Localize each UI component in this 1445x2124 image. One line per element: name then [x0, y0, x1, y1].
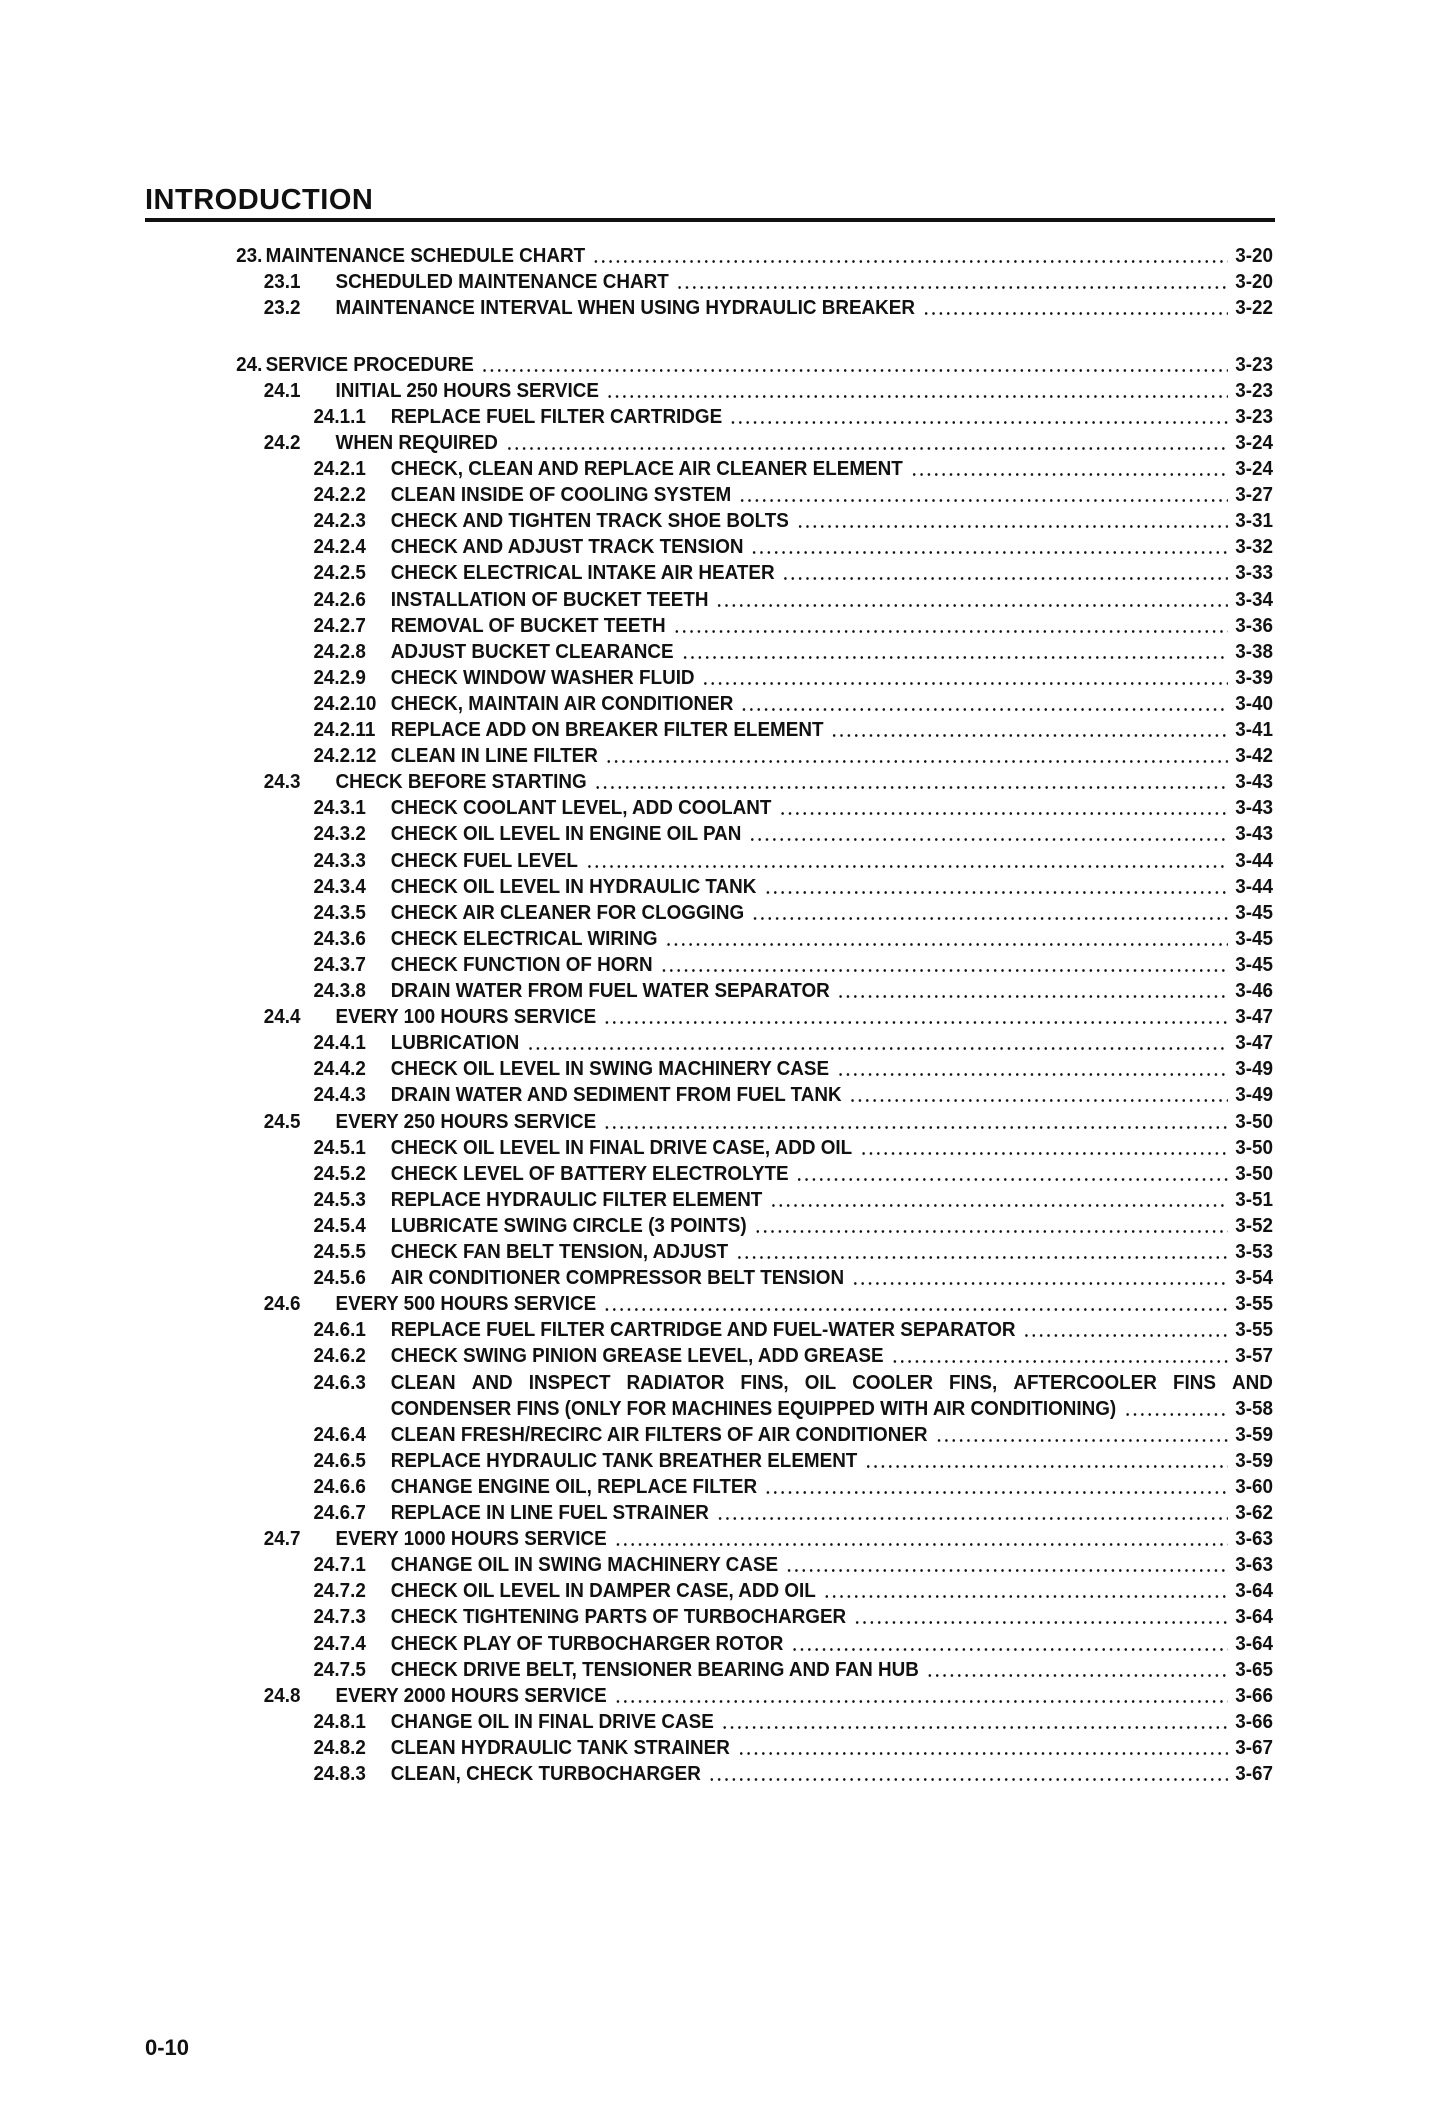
- toc-entry[interactable]: 24.7.2 CHECK OIL LEVEL IN DAMPER CASE, ADD OIL 3-64: [313, 1579, 1273, 1602]
- toc-entry[interactable]: 24.4.2 CHECK OIL LEVEL IN SWING MACHINERY CASE 3-49: [313, 1057, 1273, 1080]
- toc-entry[interactable]: 24.2.2 CLEAN INSIDE OF COOLING SYSTEM 3-27: [313, 483, 1273, 506]
- toc-entry[interactable]: 24.7.1 CHANGE OIL IN SWING MACHINERY CASE 3-63: [313, 1553, 1273, 1576]
- toc-entry[interactable]: 24.7.5 CHECK DRIVE BELT, TENSIONER BEARING AND FAN HUB 3-65: [313, 1658, 1273, 1681]
- toc-entry[interactable]: 24.6.4 CLEAN FRESH/RECIRC AIR FILTERS OF AIR CONDITIONER 3-59: [313, 1423, 1273, 1446]
- toc-entry[interactable]: 24.7.4 CHECK PLAY OF TURBOCHARGER ROTOR 3-64: [313, 1632, 1273, 1655]
- toc-entry[interactable]: 24.6.2 CHECK SWING PINION GREASE LEVEL, ADD GREASE 3-57: [313, 1344, 1273, 1367]
- toc-entry[interactable]: 24.2.8 ADJUST BUCKET CLEARANCE 3-38: [313, 640, 1273, 663]
- page-title: INTRODUCTION: [145, 184, 374, 216]
- toc-entry[interactable]: 23. MAINTENANCE SCHEDULE CHART 3-20: [236, 244, 1273, 267]
- toc-entry[interactable]: 24.3.4 CHECK OIL LEVEL IN HYDRAULIC TANK 3-44: [313, 875, 1273, 898]
- page-number: 0-10: [145, 2035, 190, 2060]
- toc-entry-wrapped-first-line[interactable]: 24.6.3 CLEAN AND INSPECT RADIATOR FINS, OIL COOLER FINS, AFTERCOOLER FINS AND: [313, 1371, 1273, 1394]
- toc-entry[interactable]: 24.1 INITIAL 250 HOURS SERVICE 3-23: [263, 379, 1273, 402]
- toc-entry[interactable]: 24.5.1 CHECK OIL LEVEL IN FINAL DRIVE CASE, ADD OIL 3-50: [313, 1136, 1273, 1159]
- toc-entry[interactable]: 24.2.6 INSTALLATION OF BUCKET TEETH 3-34: [313, 588, 1273, 611]
- toc-entry[interactable]: 24.5.4 LUBRICATE SWING CIRCLE (3 POINTS) 3-52: [313, 1214, 1273, 1237]
- toc-entry[interactable]: 24.3 CHECK BEFORE STARTING 3-43: [263, 770, 1273, 793]
- toc-entry[interactable]: 24.8.1 CHANGE OIL IN FINAL DRIVE CASE 3-66: [313, 1710, 1273, 1733]
- toc-entry[interactable]: 24.2.11 REPLACE ADD ON BREAKER FILTER ELEMENT 3-41: [313, 718, 1273, 741]
- toc-entry[interactable]: 24.1.1 REPLACE FUEL FILTER CARTRIDGE 3-23: [313, 405, 1273, 428]
- toc-entry[interactable]: 24.5.5 CHECK FAN BELT TENSION, ADJUST 3-53: [313, 1240, 1273, 1263]
- toc-entry[interactable]: 24.6.7 REPLACE IN LINE FUEL STRAINER 3-62: [313, 1501, 1273, 1524]
- toc-entry[interactable]: 24.6.1 REPLACE FUEL FILTER CARTRIDGE AND FUEL-WATER SEPARATOR 3-55: [313, 1318, 1273, 1341]
- toc-entry[interactable]: 24.3.7 CHECK FUNCTION OF HORN 3-45: [313, 953, 1273, 976]
- toc-entry[interactable]: 24.3.2 CHECK OIL LEVEL IN ENGINE OIL PAN 3-43: [313, 822, 1273, 845]
- toc-entry[interactable]: 24.2.4 CHECK AND ADJUST TRACK TENSION 3-32: [313, 535, 1273, 558]
- toc-entry[interactable]: 24. SERVICE PROCEDURE 3-23: [236, 353, 1273, 376]
- toc-entry[interactable]: 24.7.3 CHECK TIGHTENING PARTS OF TURBOCHARGER 3-64: [313, 1605, 1273, 1628]
- toc-entry[interactable]: 24.5.6 AIR CONDITIONER COMPRESSOR BELT TENSION 3-54: [313, 1266, 1273, 1289]
- toc-entry[interactable]: 24.2.9 CHECK WINDOW WASHER FLUID 3-39: [313, 666, 1273, 689]
- toc-entry[interactable]: 24.4.1 LUBRICATION 3-47: [313, 1031, 1273, 1054]
- toc-entry[interactable]: 24.3.1 CHECK COOLANT LEVEL, ADD COOLANT 3-43: [313, 796, 1273, 819]
- toc-entry[interactable]: 24.2.3 CHECK AND TIGHTEN TRACK SHOE BOLTS 3-31: [313, 509, 1273, 532]
- toc-entry[interactable]: 24.6.6 CHANGE ENGINE OIL, REPLACE FILTER 3-60: [313, 1475, 1273, 1498]
- toc-entry[interactable]: 24.4.3 DRAIN WATER AND SEDIMENT FROM FUEL TANK 3-49: [313, 1083, 1273, 1106]
- toc-entry[interactable]: 24.2.5 CHECK ELECTRICAL INTAKE AIR HEATER 3-33: [313, 561, 1273, 584]
- toc-entry[interactable]: 24.8.2 CLEAN HYDRAULIC TANK STRAINER 3-67: [313, 1736, 1273, 1759]
- toc-entry[interactable]: 24.3.8 DRAIN WATER FROM FUEL WATER SEPARATOR 3-46: [313, 979, 1273, 1002]
- justified-title-line: CLEAN AND INSPECT RADIATOR FINS, OIL COOLER FINS, AFTERCOOLER FINS AND: [390, 1371, 1273, 1394]
- toc-entry[interactable]: 24.2 WHEN REQUIRED 3-24: [263, 431, 1273, 454]
- toc-entry[interactable]: 24.8 EVERY 2000 HOURS SERVICE 3-66: [263, 1684, 1273, 1707]
- toc-entry[interactable]: 24.2.10 CHECK, MAINTAIN AIR CONDITIONER 3-40: [313, 692, 1273, 715]
- toc-entry[interactable]: 24.4 EVERY 100 HOURS SERVICE 3-47: [263, 1005, 1273, 1028]
- toc-entry[interactable]: 23.1 SCHEDULED MAINTENANCE CHART 3-20: [263, 270, 1273, 293]
- toc-entry[interactable]: 24.6 EVERY 500 HOURS SERVICE 3-55: [263, 1292, 1273, 1315]
- toc-entry[interactable]: 23.2 MAINTENANCE INTERVAL WHEN USING HYDRAULIC BREAKER 3-22: [263, 296, 1273, 319]
- toc-entry[interactable]: 24.7 EVERY 1000 HOURS SERVICE 3-63: [263, 1527, 1273, 1550]
- toc-entry[interactable]: 24.3.5 CHECK AIR CLEANER FOR CLOGGING 3-45: [313, 901, 1273, 924]
- toc-entry[interactable]: 24.8.3 CLEAN, CHECK TURBOCHARGER 3-67: [313, 1762, 1273, 1785]
- toc-entry[interactable]: 24.2.1 CHECK, CLEAN AND REPLACE AIR CLEANER ELEMENT 3-24: [313, 457, 1273, 480]
- toc-entry[interactable]: 24.5.2 CHECK LEVEL OF BATTERY ELECTROLYTE 3-50: [313, 1162, 1273, 1185]
- toc-entry[interactable]: 24.3.3 CHECK FUEL LEVEL 3-44: [313, 849, 1273, 872]
- toc-entry[interactable]: 24.2.7 REMOVAL OF BUCKET TEETH 3-36: [313, 614, 1273, 637]
- toc-entry[interactable]: 24.6.5 REPLACE HYDRAULIC TANK BREATHER ELEMENT 3-59: [313, 1449, 1273, 1472]
- toc-entry-wrapped-second-line[interactable]: CONDENSER FINS (ONLY FOR MACHINES EQUIPPED WITH AIR CONDITIONING) 3-58: [390, 1397, 1273, 1420]
- toc-entry[interactable]: 24.3.6 CHECK ELECTRICAL WIRING 3-45: [313, 927, 1273, 950]
- toc-entry[interactable]: 24.5 EVERY 250 HOURS SERVICE 3-50: [263, 1110, 1273, 1133]
- toc-entry[interactable]: 24.2.12 CLEAN IN LINE FILTER 3-42: [313, 744, 1273, 767]
- toc-entry[interactable]: 24.5.3 REPLACE HYDRAULIC FILTER ELEMENT 3-51: [313, 1188, 1273, 1211]
